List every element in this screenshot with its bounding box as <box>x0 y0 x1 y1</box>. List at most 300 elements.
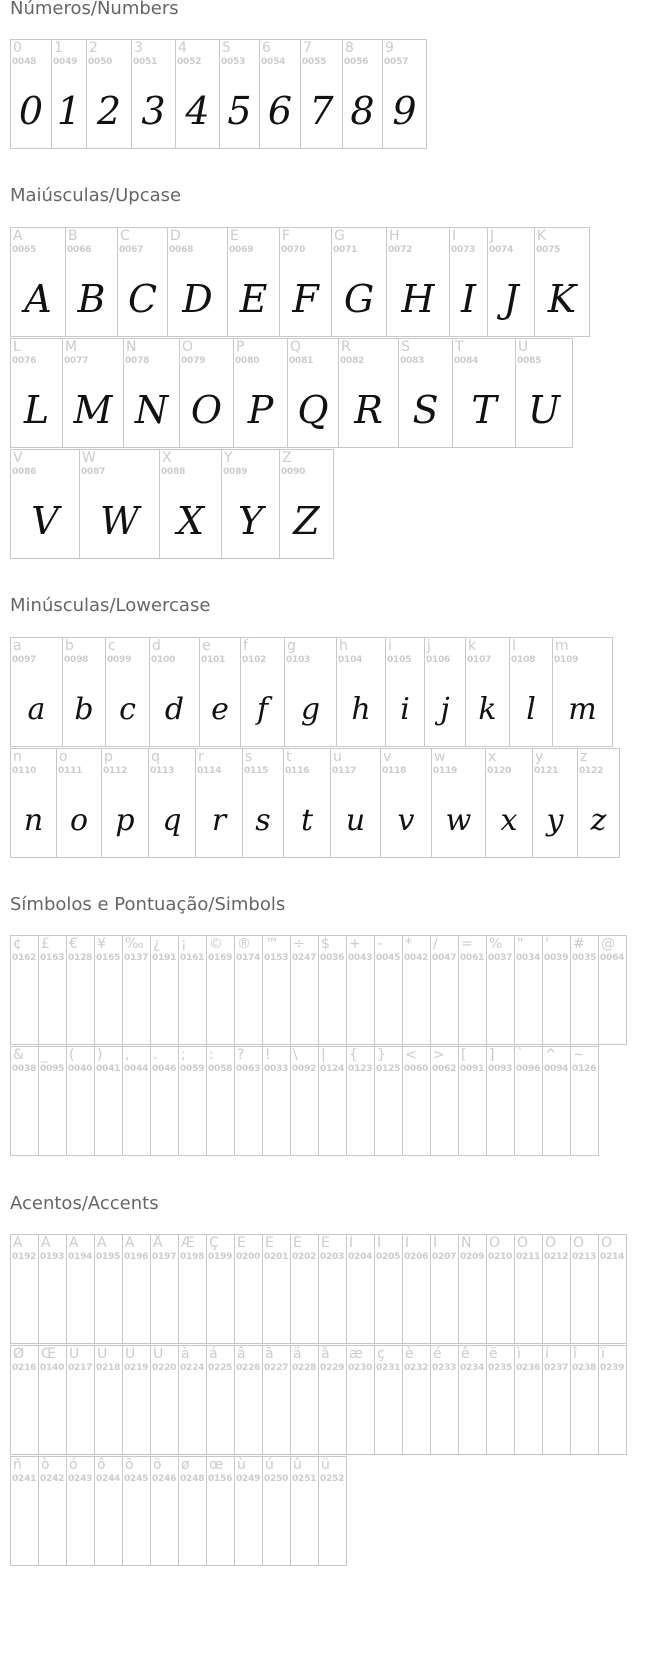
glyph-char-label: ó <box>69 1457 78 1473</box>
glyph-char-label: ê <box>461 1346 470 1362</box>
glyph-char-label: à <box>181 1346 190 1362</box>
glyph-sample: N <box>134 388 169 432</box>
glyph-code-label: 0105 <box>387 655 412 665</box>
glyph-cell <box>199 637 241 747</box>
glyph-sample: A <box>24 277 52 321</box>
glyph-code-label: 0205 <box>376 1252 401 1262</box>
glyph-code-label: 0195 <box>96 1252 121 1262</box>
glyph-cell <box>122 1456 151 1566</box>
glyph-cell <box>150 1456 179 1566</box>
glyph-char-label: ò <box>41 1457 50 1473</box>
glyph-cell <box>598 1234 627 1344</box>
glyph-cell <box>66 1456 95 1566</box>
glyph-cell <box>206 1234 235 1344</box>
glyph-cell <box>290 1046 319 1156</box>
glyph-char-label: y <box>535 749 544 765</box>
glyph-code-label: 0250 <box>264 1474 289 1484</box>
glyph-code-label: 0077 <box>64 356 89 366</box>
glyph-char-label: + <box>349 936 361 952</box>
glyph-code-label: 0086 <box>12 467 37 477</box>
glyph-char-label: Œ <box>41 1346 56 1362</box>
glyph-code-label: 0101 <box>201 655 226 665</box>
glyph-sample: U <box>527 388 561 432</box>
glyph-sample: L <box>23 388 50 432</box>
glyph-cell <box>402 1234 431 1344</box>
glyph-sample: y <box>546 802 564 838</box>
glyph-code-label: 0128 <box>68 953 93 963</box>
glyph-char-label: = <box>461 936 473 952</box>
glyph-sample: 2 <box>96 89 122 133</box>
glyph-cell <box>338 338 399 448</box>
glyph-code-label: 0156 <box>208 1474 233 1484</box>
glyph-char-label: Ó <box>517 1235 529 1251</box>
glyph-cell <box>259 39 301 149</box>
glyph-code-label: 0112 <box>103 766 128 776</box>
glyph-char-label: ô <box>97 1457 106 1473</box>
glyph-code-label: 0209 <box>460 1252 485 1262</box>
glyph-char-label: Î <box>405 1235 410 1251</box>
glyph-char-label: ^ <box>545 1047 557 1063</box>
glyph-char-label: I <box>452 228 457 244</box>
glyph-code-label: 0246 <box>152 1474 177 1484</box>
glyph-char-label: í <box>545 1346 549 1362</box>
glyph-code-label: 0225 <box>208 1363 233 1373</box>
lowercase-row <box>10 637 613 747</box>
glyph-code-label: 0153 <box>264 953 289 963</box>
glyph-code-label: 0211 <box>516 1252 541 1262</box>
glyph-cell <box>150 935 179 1045</box>
glyph-char-label: c <box>108 638 116 654</box>
glyph-char-label: R <box>341 339 351 355</box>
glyph-sample: D <box>182 277 213 321</box>
glyph-char-label: M <box>65 339 78 355</box>
glyph-sample: g <box>300 691 321 727</box>
glyph-cell <box>150 1234 179 1344</box>
glyph-code-label: 0227 <box>264 1363 289 1373</box>
glyph-char-label: 6 <box>262 40 271 56</box>
glyph-cell <box>542 1234 571 1344</box>
glyph-code-label: 0199 <box>208 1252 233 1262</box>
glyph-cell <box>318 935 347 1045</box>
glyph-char-label: Ñ <box>461 1235 472 1251</box>
glyph-sample: l <box>526 691 536 727</box>
glyph-cell <box>577 748 620 858</box>
glyph-cell <box>486 1345 515 1455</box>
glyph-code-label: 0212 <box>544 1252 569 1262</box>
glyph-cell <box>514 935 543 1045</box>
glyph-char-label: [ <box>461 1047 467 1063</box>
glyph-sample: R <box>354 388 383 432</box>
glyph-cell <box>515 338 573 448</box>
glyph-sample: 4 <box>185 89 210 133</box>
glyph-cell <box>318 1456 347 1566</box>
glyph-sample: B <box>77 277 106 321</box>
glyph-char-label: _ <box>41 1047 48 1063</box>
glyph-sample: f <box>256 691 269 727</box>
glyph-code-label: 0241 <box>12 1474 37 1484</box>
glyph-sample: k <box>478 691 497 727</box>
glyph-char-label: V <box>13 450 23 466</box>
glyph-char-label: w <box>434 749 446 765</box>
glyph-char-label: À <box>13 1235 23 1251</box>
glyph-char-label: Ë <box>321 1235 330 1251</box>
glyph-code-label: 0118 <box>382 766 407 776</box>
glyph-char-label: H <box>389 228 400 244</box>
glyph-cell <box>38 1456 67 1566</box>
glyph-code-label: 0122 <box>579 766 604 776</box>
glyph-code-label: 0194 <box>68 1252 93 1262</box>
glyph-sample: P <box>247 388 274 432</box>
glyph-cell <box>449 227 488 337</box>
glyph-code-label: 0044 <box>124 1064 149 1074</box>
glyph-char-label: Ç <box>209 1235 219 1251</box>
glyph-cell <box>552 637 613 747</box>
glyph-cell <box>262 1234 291 1344</box>
glyph-code-label: 0121 <box>534 766 559 776</box>
glyph-char-label: Ò <box>489 1235 501 1251</box>
glyph-cell <box>178 1345 207 1455</box>
glyph-char-label: ` <box>517 1047 524 1063</box>
glyph-cell <box>79 449 160 559</box>
glyph-char-label: Ä <box>125 1235 135 1251</box>
glyph-code-label: 0074 <box>489 245 514 255</box>
glyph-cell <box>62 637 106 747</box>
glyph-code-label: 0095 <box>40 1064 65 1074</box>
glyph-cell <box>38 1234 67 1344</box>
glyph-sample: w <box>445 802 472 838</box>
glyph-code-label: 0071 <box>333 245 358 255</box>
glyph-code-label: 0100 <box>151 655 176 665</box>
glyph-sample: H <box>401 277 435 321</box>
glyph-code-label: 0218 <box>96 1363 121 1373</box>
glyph-sample: b <box>74 691 94 727</box>
glyph-code-label: 0078 <box>125 356 150 366</box>
glyph-cell <box>117 227 168 337</box>
glyph-char-label: < <box>405 1047 417 1063</box>
glyph-code-label: 0228 <box>292 1363 317 1373</box>
glyph-code-label: 0232 <box>404 1363 429 1373</box>
glyph-sample: X <box>176 499 205 543</box>
glyph-code-label: 0123 <box>348 1064 373 1074</box>
glyph-char-label: n <box>13 749 22 765</box>
upcase-section-title: Maiúsculas/Upcase <box>10 185 182 206</box>
glyph-char-label: x <box>488 749 497 765</box>
glyph-char-label: 8 <box>345 40 354 56</box>
glyph-char-label: A <box>13 228 23 244</box>
glyph-sample: z <box>590 802 607 838</box>
glyph-sample: s <box>255 802 271 838</box>
glyph-char-label: L <box>13 339 21 355</box>
glyph-char-label: 9 <box>385 40 394 56</box>
glyph-cell <box>486 935 515 1045</box>
glyph-code-label: 0064 <box>600 953 625 963</box>
glyph-char-label: > <box>433 1047 445 1063</box>
glyph-code-label: 0235 <box>488 1363 513 1373</box>
glyph-code-label: 0244 <box>96 1474 121 1484</box>
glyph-char-label: Z <box>282 450 292 466</box>
glyph-char-label: D <box>170 228 181 244</box>
glyph-code-label: 0069 <box>229 245 254 255</box>
glyph-cell <box>385 637 425 747</box>
glyph-char-label: è <box>405 1346 414 1362</box>
glyph-cell <box>346 1345 375 1455</box>
glyph-cell <box>318 1345 347 1455</box>
glyph-cell <box>242 748 284 858</box>
glyph-sample: 0 <box>18 89 44 133</box>
glyph-char-label: z <box>580 749 588 765</box>
glyph-cell <box>38 1345 67 1455</box>
glyph-cell <box>598 1345 627 1455</box>
glyph-code-label: 0046 <box>152 1064 177 1074</box>
glyph-code-label: 0124 <box>320 1064 345 1074</box>
glyph-code-label: 0058 <box>208 1064 233 1074</box>
glyph-char-label: d <box>152 638 161 654</box>
glyph-cell <box>542 1046 571 1156</box>
glyph-cell <box>342 39 383 149</box>
glyph-code-label: 0088 <box>161 467 186 477</box>
glyph-char-label: ™ <box>265 936 279 952</box>
glyph-code-label: 0034 <box>516 953 541 963</box>
glyph-cell <box>195 748 243 858</box>
glyph-char-label: î <box>573 1346 577 1362</box>
glyph-code-label: 0036 <box>320 953 345 963</box>
glyph-cell <box>465 637 510 747</box>
glyph-code-label: 0098 <box>64 655 89 665</box>
glyph-sample: d <box>164 691 185 727</box>
glyph-sample: T <box>471 388 497 432</box>
glyph-code-label: 0117 <box>332 766 357 776</box>
glyph-cell <box>430 1234 459 1344</box>
glyph-sample: i <box>400 691 410 727</box>
glyph-code-label: 0200 <box>236 1252 261 1262</box>
glyph-char-label: ‰ <box>125 936 144 952</box>
glyph-code-label: 0116 <box>285 766 310 776</box>
glyph-sample: x <box>500 802 518 838</box>
glyph-code-label: 0110 <box>12 766 37 776</box>
glyph-code-label: 0065 <box>12 245 37 255</box>
glyph-cell <box>398 338 453 448</box>
glyph-cell <box>509 637 553 747</box>
glyph-char-label: C <box>120 228 130 244</box>
glyph-code-label: 0174 <box>236 953 261 963</box>
glyph-code-label: 0103 <box>286 655 311 665</box>
glyph-code-label: 0040 <box>68 1064 93 1074</box>
glyph-cell <box>318 1234 347 1344</box>
glyph-cell <box>570 1234 599 1344</box>
glyph-cell <box>10 1234 39 1344</box>
glyph-code-label: 0197 <box>152 1252 177 1262</box>
glyph-cell <box>346 1046 375 1156</box>
glyph-code-label: 0068 <box>169 245 194 255</box>
glyph-cell <box>234 1046 263 1156</box>
glyph-char-label: o <box>59 749 68 765</box>
glyph-char-label: ! <box>265 1047 271 1063</box>
glyph-code-label: 0207 <box>432 1252 457 1262</box>
glyph-sample: c <box>119 691 136 727</box>
glyph-code-label: 0165 <box>96 953 121 963</box>
glyph-char-label: 1 <box>54 40 63 56</box>
glyph-code-label: 0056 <box>344 57 369 67</box>
glyph-cell <box>514 1234 543 1344</box>
glyph-code-label: 0102 <box>242 655 267 665</box>
glyph-cell <box>300 39 343 149</box>
glyph-char-label: â <box>237 1346 246 1362</box>
glyph-code-label: 0060 <box>404 1064 429 1074</box>
glyph-char-label: Í <box>377 1235 382 1251</box>
glyph-code-label: 0229 <box>320 1363 345 1373</box>
glyph-cell <box>234 1345 263 1455</box>
glyph-char-label: á <box>209 1346 218 1362</box>
glyph-sample: I <box>460 277 476 321</box>
glyph-char-label: K <box>537 228 547 244</box>
glyph-char-label: Ö <box>601 1235 613 1251</box>
numbers-row <box>10 39 427 149</box>
glyph-code-label: 0249 <box>236 1474 261 1484</box>
glyph-code-label: 0049 <box>53 57 78 67</box>
glyph-cell <box>10 935 39 1045</box>
glyph-code-label: 0042 <box>404 953 429 963</box>
glyph-code-label: 0242 <box>40 1474 65 1484</box>
glyph-char-label: ø <box>181 1457 190 1473</box>
glyph-cell <box>430 1345 459 1455</box>
accents-section-title: Acentos/Accents <box>10 1193 159 1214</box>
glyph-char-label: * <box>405 936 412 952</box>
glyph-cell <box>430 1046 459 1156</box>
glyph-cell <box>234 1456 263 1566</box>
glyph-cell <box>206 935 235 1045</box>
glyph-sample: m <box>568 691 597 727</box>
glyph-sample: e <box>211 691 229 727</box>
glyph-char-label: Æ <box>181 1235 195 1251</box>
symbols-row <box>10 935 627 1045</box>
glyph-cell <box>542 935 571 1045</box>
glyph-char-label: e <box>202 638 211 654</box>
glyph-cell <box>430 935 459 1045</box>
glyph-char-label: r <box>198 749 204 765</box>
glyph-cell <box>94 1345 123 1455</box>
glyph-cell <box>570 935 599 1045</box>
glyph-code-label: 0070 <box>281 245 306 255</box>
glyph-cell <box>382 39 427 149</box>
glyph-char-label: ÷ <box>293 936 305 952</box>
glyph-cell <box>66 1345 95 1455</box>
glyph-code-label: 0202 <box>292 1252 317 1262</box>
glyph-cell <box>514 1345 543 1455</box>
glyph-code-label: 0162 <box>12 953 37 963</box>
glyph-cell <box>458 1234 487 1344</box>
glyph-char-label: û <box>293 1457 302 1473</box>
glyph-sample: K <box>547 277 577 321</box>
glyph-code-label: 0081 <box>289 356 314 366</box>
glyph-cell <box>290 1456 319 1566</box>
glyph-code-label: 0045 <box>376 953 401 963</box>
glyph-code-label: 0083 <box>400 356 425 366</box>
glyph-cell <box>101 748 149 858</box>
glyph-cell <box>487 227 535 337</box>
glyph-char-label: T <box>455 339 464 355</box>
glyph-cell <box>150 1345 179 1455</box>
glyph-code-label: 0193 <box>40 1252 65 1262</box>
glyph-cell <box>262 1456 291 1566</box>
glyph-code-label: 0217 <box>68 1363 93 1373</box>
glyph-cell <box>402 1345 431 1455</box>
glyph-code-label: 0096 <box>516 1064 541 1074</box>
glyph-code-label: 0109 <box>554 655 579 665</box>
glyph-code-label: 0238 <box>572 1363 597 1373</box>
glyph-cell <box>150 1046 179 1156</box>
glyph-cell <box>402 935 431 1045</box>
glyph-cell <box>570 1345 599 1455</box>
glyph-code-label: 0061 <box>460 953 485 963</box>
glyph-code-label: 0082 <box>340 356 365 366</box>
glyph-code-label: 0052 <box>177 57 202 67</box>
glyph-char-label: U <box>518 339 529 355</box>
glyph-code-label: 0050 <box>88 57 113 67</box>
glyph-sample: 6 <box>267 89 293 133</box>
glyph-code-label: 0163 <box>40 953 65 963</box>
glyph-sample: p <box>115 802 135 838</box>
glyph-code-label: 0107 <box>467 655 492 665</box>
glyph-char-label: ë <box>489 1346 498 1362</box>
glyph-cell <box>66 1234 95 1344</box>
glyph-code-label: 0204 <box>348 1252 373 1262</box>
glyph-cell <box>167 227 228 337</box>
glyph-sample: 1 <box>56 89 82 133</box>
upcase-row <box>10 449 334 559</box>
glyph-cell <box>227 227 280 337</box>
glyph-char-label: E <box>230 228 239 244</box>
glyph-char-label: G <box>334 228 345 244</box>
upcase-row <box>10 227 590 337</box>
glyph-code-label: 0075 <box>536 245 561 255</box>
glyph-cell <box>283 748 331 858</box>
glyph-cell <box>570 1046 599 1156</box>
glyph-code-label: 0099 <box>107 655 132 665</box>
glyph-cell <box>374 935 403 1045</box>
glyph-cell <box>94 1234 123 1344</box>
glyph-code-label: 0089 <box>223 467 248 477</box>
glyph-code-label: 0126 <box>572 1064 597 1074</box>
glyph-cell <box>10 637 63 747</box>
glyph-code-label: 0137 <box>124 953 149 963</box>
glyph-code-label: 0252 <box>320 1474 345 1484</box>
glyph-code-label: 0231 <box>376 1363 401 1373</box>
glyph-char-label: ] <box>489 1047 495 1063</box>
accents-row <box>10 1234 627 1344</box>
glyph-char-label: Ø <box>13 1346 25 1362</box>
glyph-cell <box>514 1046 543 1156</box>
glyph-code-label: 0108 <box>511 655 536 665</box>
glyph-char-label: Ï <box>433 1235 438 1251</box>
glyph-cell <box>234 935 263 1045</box>
glyph-char-label: ' <box>545 936 549 952</box>
glyph-code-label: 0038 <box>12 1064 37 1074</box>
glyph-code-label: 0054 <box>261 57 286 67</box>
glyph-code-label: 0072 <box>388 245 413 255</box>
glyph-code-label: 0234 <box>460 1363 485 1373</box>
glyph-char-label: l <box>512 638 516 654</box>
glyph-char-label: s <box>245 749 253 765</box>
glyph-code-label: 0220 <box>152 1363 177 1373</box>
glyph-char-label: \ <box>293 1047 298 1063</box>
glyph-cell <box>10 338 63 448</box>
glyph-cell <box>290 1234 319 1344</box>
glyph-char-label: Ù <box>69 1346 80 1362</box>
glyph-code-label: 0062 <box>432 1064 457 1074</box>
glyph-char-label: a <box>13 638 22 654</box>
glyph-char-label: % <box>489 936 503 952</box>
glyph-char-label: Q <box>290 339 302 355</box>
